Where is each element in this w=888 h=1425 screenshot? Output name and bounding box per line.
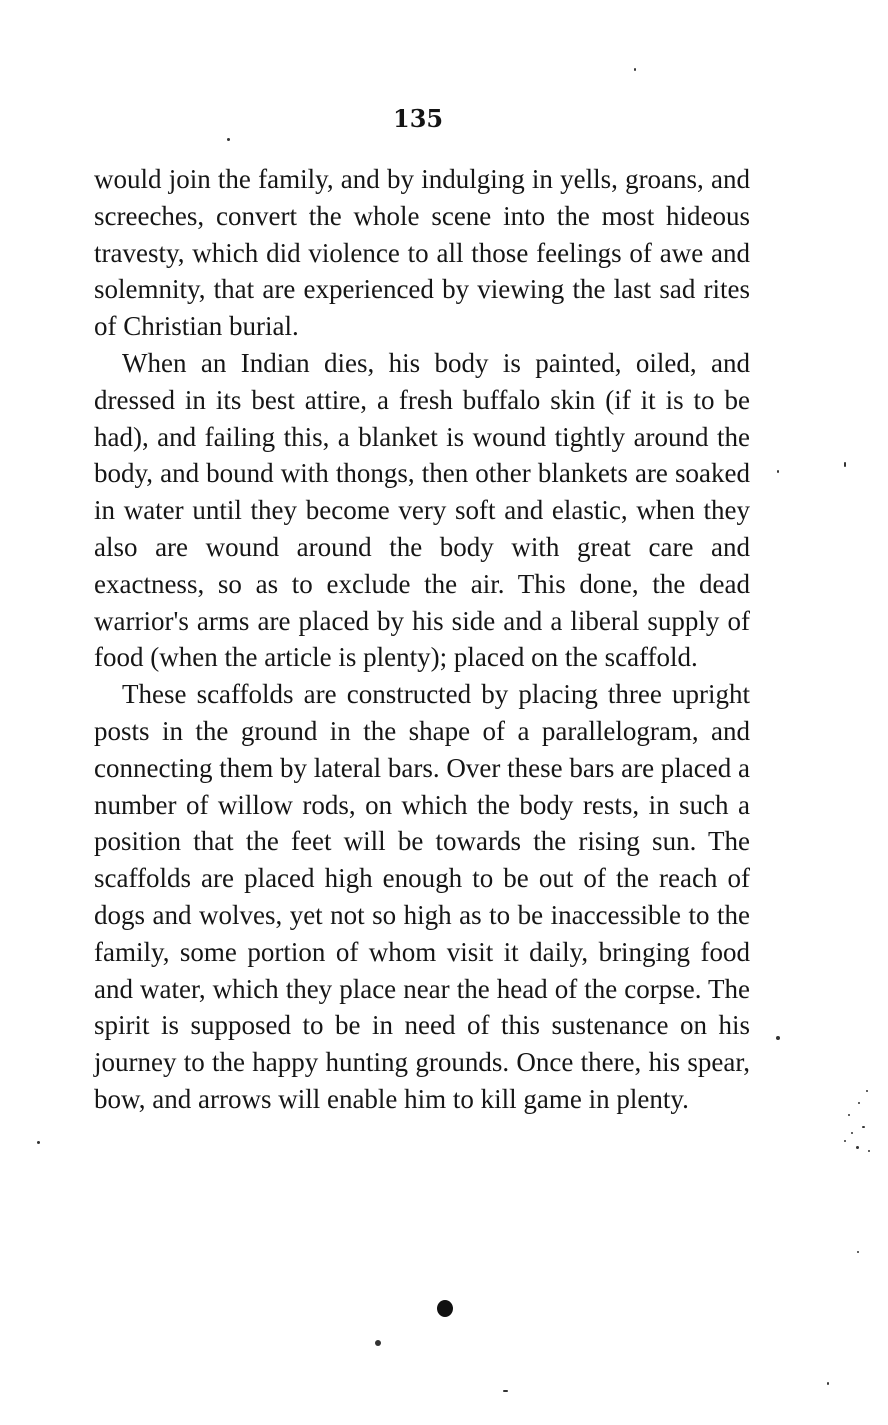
ink-speck (858, 1102, 860, 1104)
ink-speck (857, 1251, 859, 1253)
ink-speck (827, 1382, 829, 1385)
ink-speck (848, 1114, 850, 1116)
paragraph-3: These scaffolds are constructed by placing three upright posts in the ground in the shape of a parallelogram, and connecting them by lateral bars. Over these bars are placed a number of willow rods, on which the body rests, in such a position that the feet will be towards the rising sun. The scaffolds are placed high enough to be out of the reach of dogs and wolves, yet not so high as to be inaccessible to the family, some portion of whom visit it daily, bringing food and water, which they place near the head of the corpse. The spirit is supposed to be in need of this sustenance on his journey to the happy hunting grounds. Once there, his spear, bow, and arrows will enable him to kill game in plenty. (94, 679, 750, 1114)
ink-speck (37, 1141, 40, 1144)
ink-speck (503, 1390, 508, 1392)
page-number: 135 (393, 104, 444, 133)
ink-speck (844, 462, 846, 467)
ink-speck (856, 1146, 859, 1149)
ink-speck (868, 1150, 870, 1152)
body-text (94, 161, 750, 1118)
ink-speck (634, 68, 636, 71)
ink-speck (777, 470, 779, 473)
ink-speck (375, 1340, 381, 1346)
ink-speck (776, 1036, 780, 1040)
paragraph-1: would join the family, and by indulging in yells, groans, and screeches, convert the whole scene into the most hideous travesty, which did violence to all those feelings of awe and solemnity, that are experienced by viewing the last sad rites of Christian burial. (94, 164, 750, 342)
paragraph-2: When an Indian dies, his body is painted, oiled, and dressed in its best attire, a fresh buffalo skin (if it is to be had), and failing this, a blanket is wound tightly around the body, and bound with thongs, then other blankets are soaked in water until they become very soft and elastic, when they also are wound around the body with great care and exactness, so as to exclude the air. This done, the dead warrior's arms are placed by his side and a liberal supply of food (when the article is plenty); placed on the scaffold. (94, 347, 750, 673)
ink-speck (844, 1140, 846, 1142)
ink-speck (227, 138, 230, 141)
ink-speck (862, 1126, 865, 1128)
ink-speck (866, 1090, 868, 1092)
ink-speck (851, 1132, 853, 1134)
ink-blot-large (437, 1300, 453, 1317)
